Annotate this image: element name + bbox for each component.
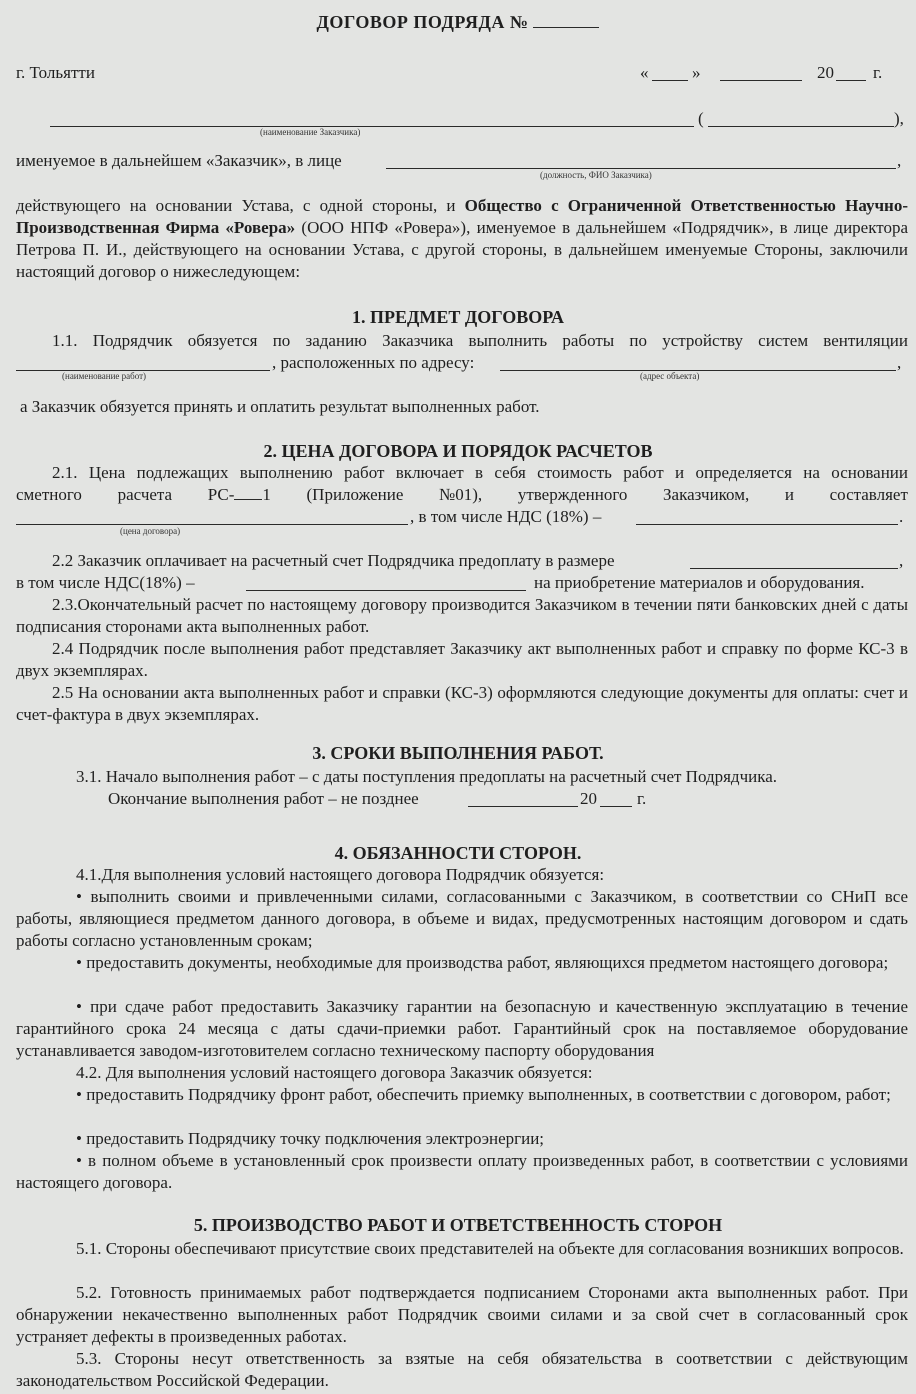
word: №01), <box>439 485 483 504</box>
customer-paren-open: ( <box>698 109 704 128</box>
date-quote-close: » <box>692 63 701 82</box>
clause-5-1: 5.1. Стороны обеспечивают присутствие своих представителей на объекте для согласования возникших вопросов. <box>76 1239 904 1258</box>
clause-2-4: 2.4 Подрядчик после выполнения работ представляет Заказчику акт выполненных работ и справку по форме КС-3 в двух экземплярах. <box>16 639 908 680</box>
word: Заказчиком, <box>663 485 750 504</box>
word: утвержденного <box>517 485 628 504</box>
word: (Приложение <box>306 485 404 504</box>
customer-name-blank <box>50 126 694 127</box>
clause-3-1: 3.1. Начало выполнения работ – с даты поступления предоплаты на расчетный счет Подрядчика. <box>76 767 778 786</box>
comma-2: , <box>897 353 902 372</box>
clause-2-1: 2.1. Цена подлежащих выполнению работ включает в себя стоимость работ и определяется на основании <box>52 463 908 482</box>
contract-price-blank <box>16 524 408 525</box>
customer-paren-close: ), <box>894 109 904 128</box>
contractor-duty-2: • предоставить документы, необходимые для производства работ, являющихся предметом настоящего договора; <box>76 953 889 972</box>
customer-representative-blank <box>386 168 896 169</box>
date-day-blank <box>652 80 688 81</box>
prepayment-blank <box>690 568 898 569</box>
end-date-blank <box>468 806 578 807</box>
customer-duty-2: • предоставить Подрядчику точку подключения электроэнергии; <box>76 1129 545 1148</box>
clause-2-5: 2.5 На основании акта выполненных работ и справки (КС-3) оформляются следующие документы для оплаты: счет и счет-фактура в двух экземплярах. <box>16 683 908 724</box>
named-customer-line: именуемое в дальнейшем «Заказчик», в лице <box>16 151 342 170</box>
customer-caption: (наименование Заказчика) <box>260 127 361 137</box>
price-caption: (цена договора) <box>120 526 181 536</box>
work-name-caption: (наименование работ) <box>62 371 147 381</box>
comma-3: , <box>899 551 904 570</box>
clause-3-2: Окончание выполнения работ – не позднее <box>108 789 419 808</box>
preamble-part2: (ООО НПФ «Ровера»), именуемое в дальнейшем «Подрядчик», в лице директора Петрова П. И., действующего на основании Устава, с другой стороны, в дальнейшем именуемые Стороны, заключили настоящий договор о нижеследующем: <box>16 218 908 281</box>
date-year-prefix: 20 <box>817 63 834 82</box>
address-caption: (адрес объекта) <box>640 371 700 381</box>
period: . <box>899 507 904 526</box>
section-5-heading: 5. ПРОИЗВОДСТВО РАБОТ И ОТВЕТСТВЕННОСТЬ СТОРОН <box>193 1215 723 1235</box>
contract-number-blank <box>533 13 599 28</box>
clause-5-3: 5.3. Стороны несут ответственность за взятые на себя обязательства в соответствии с действующим законодательством Российской Федерации. <box>16 1349 908 1390</box>
clause-4-1: 4.1.Для выполнения условий настоящего договора Подрядчик обязуется: <box>76 865 605 884</box>
date-year-suffix: г. <box>873 63 883 82</box>
preamble-paragraph <box>16 195 908 283</box>
prepayment-vat-blank <box>246 590 526 591</box>
city: г. Тольятти <box>16 63 95 82</box>
clause-1-1: 1.1. Подрядчик обязуется по заданию Заказчика выполнить работы по устройству систем вентиляции <box>52 331 908 350</box>
end-year-prefix: 20 <box>580 789 597 808</box>
estimate-suffix: 1 <box>262 485 271 504</box>
preamble-part1: действующего на основании Устава, с одной стороны, и <box>16 196 456 215</box>
vat-amount-blank <box>636 524 898 525</box>
date-month-blank <box>720 80 802 81</box>
section-3-heading: 3. СРОКИ ВЫПОЛНЕНИЯ РАБОТ. <box>312 743 604 763</box>
section-4-heading: 4. ОБЯЗАННОСТИ СТОРОН. <box>334 843 582 863</box>
contractor-duty-1: • выполнить своими и привлеченными силами, согласованными с Заказчиком, в соответствии со СНиП все работы, являющиеся предметом данного договора, в объеме и видах, предусмотренных настоящим договором и сдать работы согласно установленным срокам; <box>16 887 908 950</box>
vat-text: , в том числе НДС (18%) – <box>410 507 602 526</box>
end-year-suffix: г. <box>637 789 647 808</box>
customer-short-name-blank <box>708 126 894 127</box>
clause-2-2-vat: в том числе НДС(18%) – <box>16 573 195 592</box>
section-1-heading: 1. ПРЕДМЕТ ДОГОВОРА <box>352 307 564 327</box>
contractor-duty-3: • при сдаче работ предоставить Заказчику гарантии на безопасную и качественную эксплуатацию в течение гарантийного срока 24 месяца с даты сдачи-приемки работ. Гарантийный срок на поставляемое оборудование устанавливается заводом-изготовителем согласно техническому паспорту оборудования <box>16 997 908 1060</box>
customer-duty-1: • предоставить Подрядчику фронт работ, обеспечить приемку выполненных, в соответствии с договором, работ; <box>76 1085 891 1104</box>
customer-accept-text: а Заказчик обязуется принять и оплатить результат выполненных работ. <box>20 397 540 416</box>
document-title <box>0 12 916 33</box>
estimate-blank <box>234 485 262 500</box>
comma: , <box>897 151 902 170</box>
section-2-heading: 2. ЦЕНА ДОГОВОРА И ПОРЯДОК РАСЧЕТОВ <box>263 441 653 461</box>
clause-2-2-purpose: на приобретение материалов и оборудования. <box>534 573 865 592</box>
date-quote-open: « <box>640 63 649 82</box>
estimate-prefix: РС- <box>207 485 235 504</box>
end-year-blank <box>600 806 632 807</box>
clause-2-2: 2.2 Заказчик оплачивает на расчетный счет Подрядчика предоплату в размере <box>52 551 615 570</box>
word: сметного <box>16 485 82 504</box>
word: расчета <box>117 485 173 504</box>
contractor-full-name: Общество с Ограниченной Ответственностью Научно-Производственная Фирма «Ровера» <box>16 196 908 237</box>
clause-2-1-line2 <box>16 484 908 506</box>
position-caption: (должность, ФИО Заказчика) <box>540 170 652 180</box>
word: и <box>784 485 794 504</box>
word: составляет <box>829 485 908 504</box>
date-year-blank <box>836 80 866 81</box>
clause-2-3: 2.3.Окончательный расчет по настоящему договору производится Заказчиком в течении пяти банковских дней с даты подписания сторонами акта выполненных работ. <box>16 595 908 636</box>
title-text: ДОГОВОР ПОДРЯДА № <box>316 12 529 32</box>
clause-4-2: 4.2. Для выполнения условий настоящего договора Заказчик обязуется: <box>76 1063 593 1082</box>
estimate-number <box>208 484 271 506</box>
clause-5-2: 5.2. Готовность принимаемых работ подтверждается подписанием Сторонами акта выполненных работ. При обнаружении некачественно выполненных работ Подрядчик своими силами и за свой счет в согласованный срок устраняет дефекты в произведенных работах. <box>16 1283 908 1346</box>
located-text: , расположенных по адресу: <box>272 353 475 372</box>
customer-duty-3: • в полном объеме в установленный срок произвести оплату произведенных работ, в соответствии с условиями настоящего договора. <box>16 1151 908 1192</box>
